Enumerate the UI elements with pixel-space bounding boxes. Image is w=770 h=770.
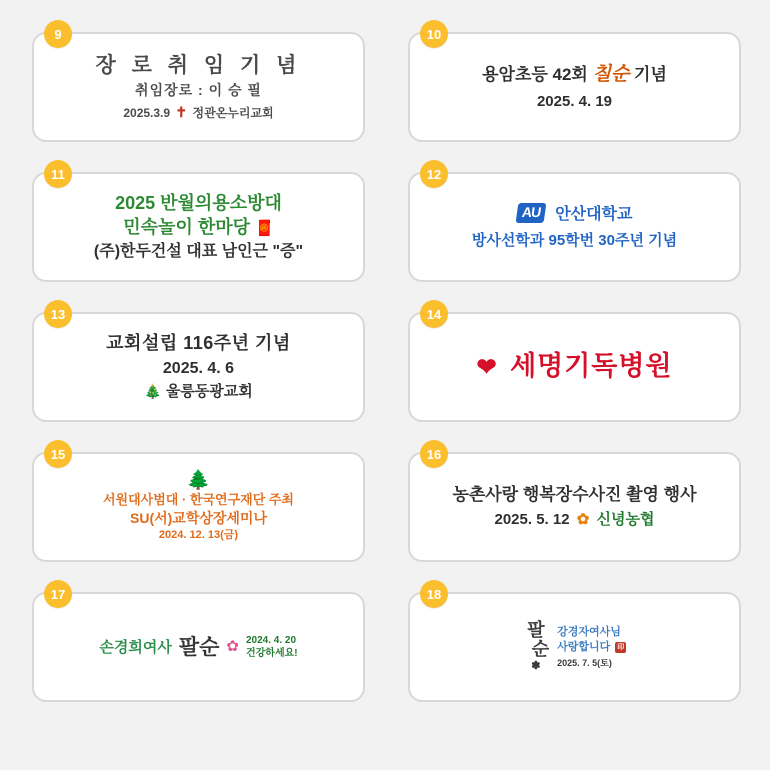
stamp-cell-10: [394, 18, 752, 157]
stamp-org: 정관온누리교회: [192, 105, 274, 120]
stamp-occasion: 팔순: [178, 633, 220, 659]
heart-icon: ❤: [476, 354, 498, 382]
stamp-university: 안산대학교: [555, 206, 633, 224]
stamp-date: 2024. 4. 20: [245, 635, 297, 646]
stamp-line-subtitle: 취임장로 : 이 승 필: [135, 82, 262, 99]
stamp-cell-18: [394, 578, 752, 717]
stamp-line-title: 2025 반월의용소방대: [115, 192, 282, 213]
stamp-card-13[interactable]: [32, 312, 365, 422]
stamp-line-sponsor: (주)한두건설 대표 남인근 "증": [93, 243, 304, 261]
stamp-cell-12: [394, 158, 752, 297]
stamp-content-12: [464, 203, 685, 251]
stamp-cell-14: [394, 298, 752, 437]
stamp-card-10[interactable]: [408, 32, 741, 142]
stamp-card-18[interactable]: [408, 592, 741, 702]
stamp-content-10: [474, 63, 675, 112]
stamp-card-17[interactable]: [32, 592, 365, 702]
seal-icon: 印: [615, 642, 626, 653]
stamp-card-12[interactable]: [408, 172, 741, 282]
stamp-card-16[interactable]: [408, 452, 741, 562]
stamp-line-footer: [96, 104, 302, 122]
stamp-line-footer: [452, 511, 696, 530]
stamp-card-15[interactable]: [32, 452, 365, 562]
stamp-card-9[interactable]: [32, 32, 365, 142]
stamp-date: 2025. 4. 6: [162, 359, 235, 377]
stamp-badge-11: 11: [44, 160, 72, 188]
university-logo: AU: [515, 203, 546, 223]
stamp-cell-13: [18, 298, 376, 437]
tree-icon: 🎄: [144, 382, 162, 399]
stamp-badge-16: 16: [420, 440, 448, 468]
stamp-message: 건강하세요!: [245, 648, 298, 659]
stamp-cell-17: [18, 578, 376, 717]
stamp-highlight: 칠순: [592, 62, 630, 85]
stamp-content-16: [444, 484, 704, 530]
stamp-cell-15: [18, 438, 376, 577]
stamp-occasion-block: [523, 622, 549, 671]
stamp-line-host: 서원대사범대 · 한국연구재단 주최: [103, 492, 294, 508]
stamp-badge-12: 12: [420, 160, 448, 188]
stamp-content-13: [98, 332, 299, 401]
flower-mark-icon: ✿: [576, 511, 590, 529]
stamp-card-14[interactable]: [408, 312, 741, 422]
stamp-date: 2025. 7. 5(토): [557, 657, 612, 668]
stamp-line-org: [106, 383, 291, 402]
stamp-card-11[interactable]: [32, 172, 365, 282]
stamp-school: 용암초등 42회: [482, 64, 588, 84]
stamp-content-17: [91, 634, 305, 660]
stamp-suffix: 기념: [634, 64, 667, 84]
stamp-line-title: [482, 63, 667, 87]
stamp-note-block: [557, 625, 626, 669]
stamp-cell-16: [394, 438, 752, 577]
stamp-line-title: SU(서)교학상장세미나: [130, 509, 267, 526]
stamp-line-subtitle: 방사선학과 95학번 30주년 기념: [471, 232, 678, 250]
flower-icon: ✿: [226, 637, 239, 655]
stamp-content-18: [515, 622, 635, 671]
tree-icon: 🌲: [186, 470, 211, 492]
stamp-badge-9: 9: [44, 20, 72, 48]
stamp-message-text: 사랑합니다: [557, 640, 611, 653]
stamp-org: 울릉동광교회: [165, 382, 253, 400]
stamp-line-title: 교회설립 116주년 기념: [106, 333, 291, 354]
stamp-line-subtitle: [94, 216, 303, 239]
stamp-grid: [18, 18, 752, 717]
stamp-date: 2025.3.9: [123, 105, 171, 120]
stamp-cell-11: [18, 158, 376, 297]
stamp-content-14: [468, 350, 680, 384]
stamp-line-title: [476, 350, 672, 384]
stamp-badge-17: 17: [44, 580, 72, 608]
stamp-badge-13: 13: [44, 300, 72, 328]
stamp-line-title: [472, 203, 677, 225]
stamp-content-9: [88, 53, 310, 121]
stamp-content-11: [86, 192, 311, 262]
stamp-badge-18: 18: [420, 580, 448, 608]
stamp-occasion-first: 팔: [527, 620, 545, 642]
stamp-date: 2024. 12. 13(금): [158, 529, 239, 541]
stamp-message: [557, 640, 626, 655]
stamp-name: 강경자여사님: [557, 626, 621, 639]
flower-stamp-icon: ✽: [531, 659, 541, 673]
stamp-name: 손경희여사: [99, 637, 172, 656]
stamp-content-15: [95, 471, 302, 543]
stamp-badge-10: 10: [420, 20, 448, 48]
stamp-org: 신녕농협: [596, 511, 655, 529]
stamp-date: 2025. 5. 12: [494, 511, 570, 529]
stamp-hospital: 세명기독병원: [510, 351, 673, 382]
stamp-event: 민속놀이 한마당: [123, 217, 250, 238]
stamp-badge-15: 15: [44, 440, 72, 468]
stamp-cell-9: [18, 18, 376, 157]
cross-icon: ✝: [175, 103, 188, 120]
stamp-date: 2025. 4. 19: [536, 92, 613, 110]
stamp-line-title: 장 로 취 임 기 념: [95, 53, 302, 77]
stamp-badge-14: 14: [420, 300, 448, 328]
stamp-occasion-second: 순: [531, 639, 550, 661]
stamp-line-title: 농촌사랑 행복장수사진 촬영 행사: [452, 485, 697, 504]
stamp-note-block: [246, 634, 298, 660]
money-pouch-icon: 🧧: [255, 220, 274, 238]
